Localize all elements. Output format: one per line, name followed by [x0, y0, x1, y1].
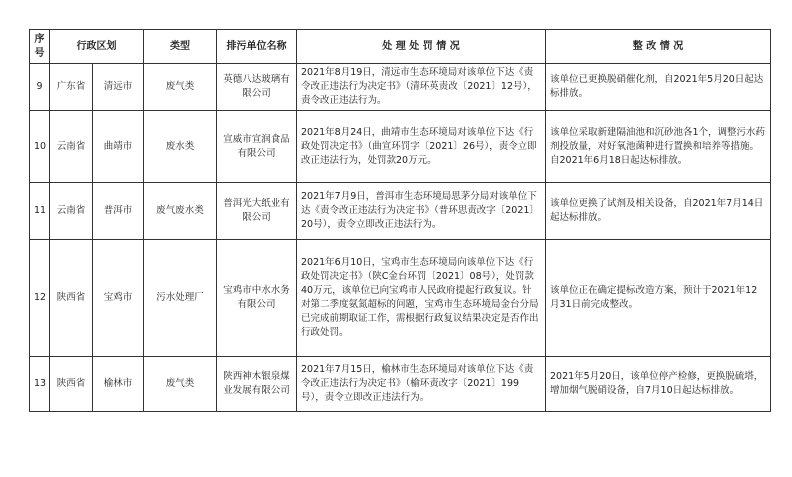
- table-row: [30, 240, 771, 357]
- row-rectify: 该单位已更换脱硝催化剂，自2021年5月20日起达标排放。: [546, 64, 771, 111]
- row-rectify: 该单位更换了试剂及相关设备，自2021年7月14日起达标排放。: [546, 183, 771, 240]
- table-row: [30, 111, 771, 183]
- header-rectify: 整 改 情 况: [546, 30, 771, 64]
- row-company: 宝鸡市中水水务有限公司: [217, 240, 297, 357]
- row-city: 榆林市: [93, 357, 144, 412]
- row-seq: 13: [30, 357, 50, 412]
- header-seq: 序号: [30, 30, 50, 64]
- header-row: [30, 30, 771, 64]
- row-type: 废气类: [144, 64, 217, 111]
- table-row: [30, 64, 771, 111]
- row-seq: 11: [30, 183, 50, 240]
- data-table: [29, 29, 771, 412]
- row-company: 宣威市宣润食品有限公司: [217, 111, 297, 183]
- row-province: 广东省: [50, 64, 93, 111]
- row-penalty: 2021年7月9日，普洱市生态环境局思茅分局对该单位下达《责令改正违法行为决定书》（普环思责改字〔2021〕20号），责令立即改正违法行为。: [297, 183, 546, 240]
- row-type: 废水类: [144, 111, 217, 183]
- row-province: 陕西省: [50, 240, 93, 357]
- row-province: 云南省: [50, 111, 93, 183]
- row-penalty: 2021年7月15日，榆林市生态环境局对该单位下达《责令改正违法行为决定书》（榆环责改字〔2021〕199号），责令立即改正违法行为。: [297, 357, 546, 412]
- row-province: 陕西省: [50, 357, 93, 412]
- row-penalty: 2021年6月10日，宝鸡市生态环境局向该单位下达《行政处罚决定书》（陕C金台环罚〔2021〕08号），处罚款40万元，该单位已向宝鸡市人民政府提起行政复议。针对第二季度氨氮超标的问题，宝鸡市生态环境局金台分局已完成前期取证工作，需根据行政复议结果决定是否作出行政处罚。: [297, 240, 546, 357]
- header-penalty: 处 理 处 罚 情 况: [297, 30, 546, 64]
- row-type: 废气类: [144, 357, 217, 412]
- row-seq: 9: [30, 64, 50, 111]
- row-city: 宝鸡市: [93, 240, 144, 357]
- row-city: 曲靖市: [93, 111, 144, 183]
- row-rectify: 该单位采取新建隔油池和沉砂池各1个，调整污水药剂投放量，对好氧池菌种进行置换和培养等措施。自2021年6月18日起达标排放。: [546, 111, 771, 183]
- table-row: [30, 183, 771, 240]
- row-rectify: 2021年5月20日，该单位停产检修，更换脱硫塔，增加烟气脱硝设备，自7月10日起达标排放。: [546, 357, 771, 412]
- row-seq: 12: [30, 240, 50, 357]
- header-type: 类型: [144, 30, 217, 64]
- row-city: 清远市: [93, 64, 144, 111]
- row-province: 云南省: [50, 183, 93, 240]
- row-company: 英德八达玻璃有限公司: [217, 64, 297, 111]
- row-seq: 10: [30, 111, 50, 183]
- header-company: 排污单位名称: [217, 30, 297, 64]
- row-penalty: 2021年8月24日，曲靖市生态环境局对该单位下达《行政处罚决定书》（曲宣环罚字〔2021〕26号），责令立即改正违法行为，处罚款20万元。: [297, 111, 546, 183]
- row-city: 普洱市: [93, 183, 144, 240]
- row-company: 普洱光大纸业有限公司: [217, 183, 297, 240]
- row-rectify: 该单位正在确定提标改造方案，预计于2021年12月31日前完成整改。: [546, 240, 771, 357]
- header-region: 行政区划: [50, 30, 144, 64]
- row-type: 污水处理厂: [144, 240, 217, 357]
- table-row: [30, 357, 771, 412]
- row-company: 陕西神木银泉煤业发展有限公司: [217, 357, 297, 412]
- row-penalty: 2021年8月19日，清远市生态环境局对该单位下达《责令改正违法行为决定书》（清环英责改〔2021〕12号），责令改正违法行为。: [297, 64, 546, 111]
- row-type: 废气废水类: [144, 183, 217, 240]
